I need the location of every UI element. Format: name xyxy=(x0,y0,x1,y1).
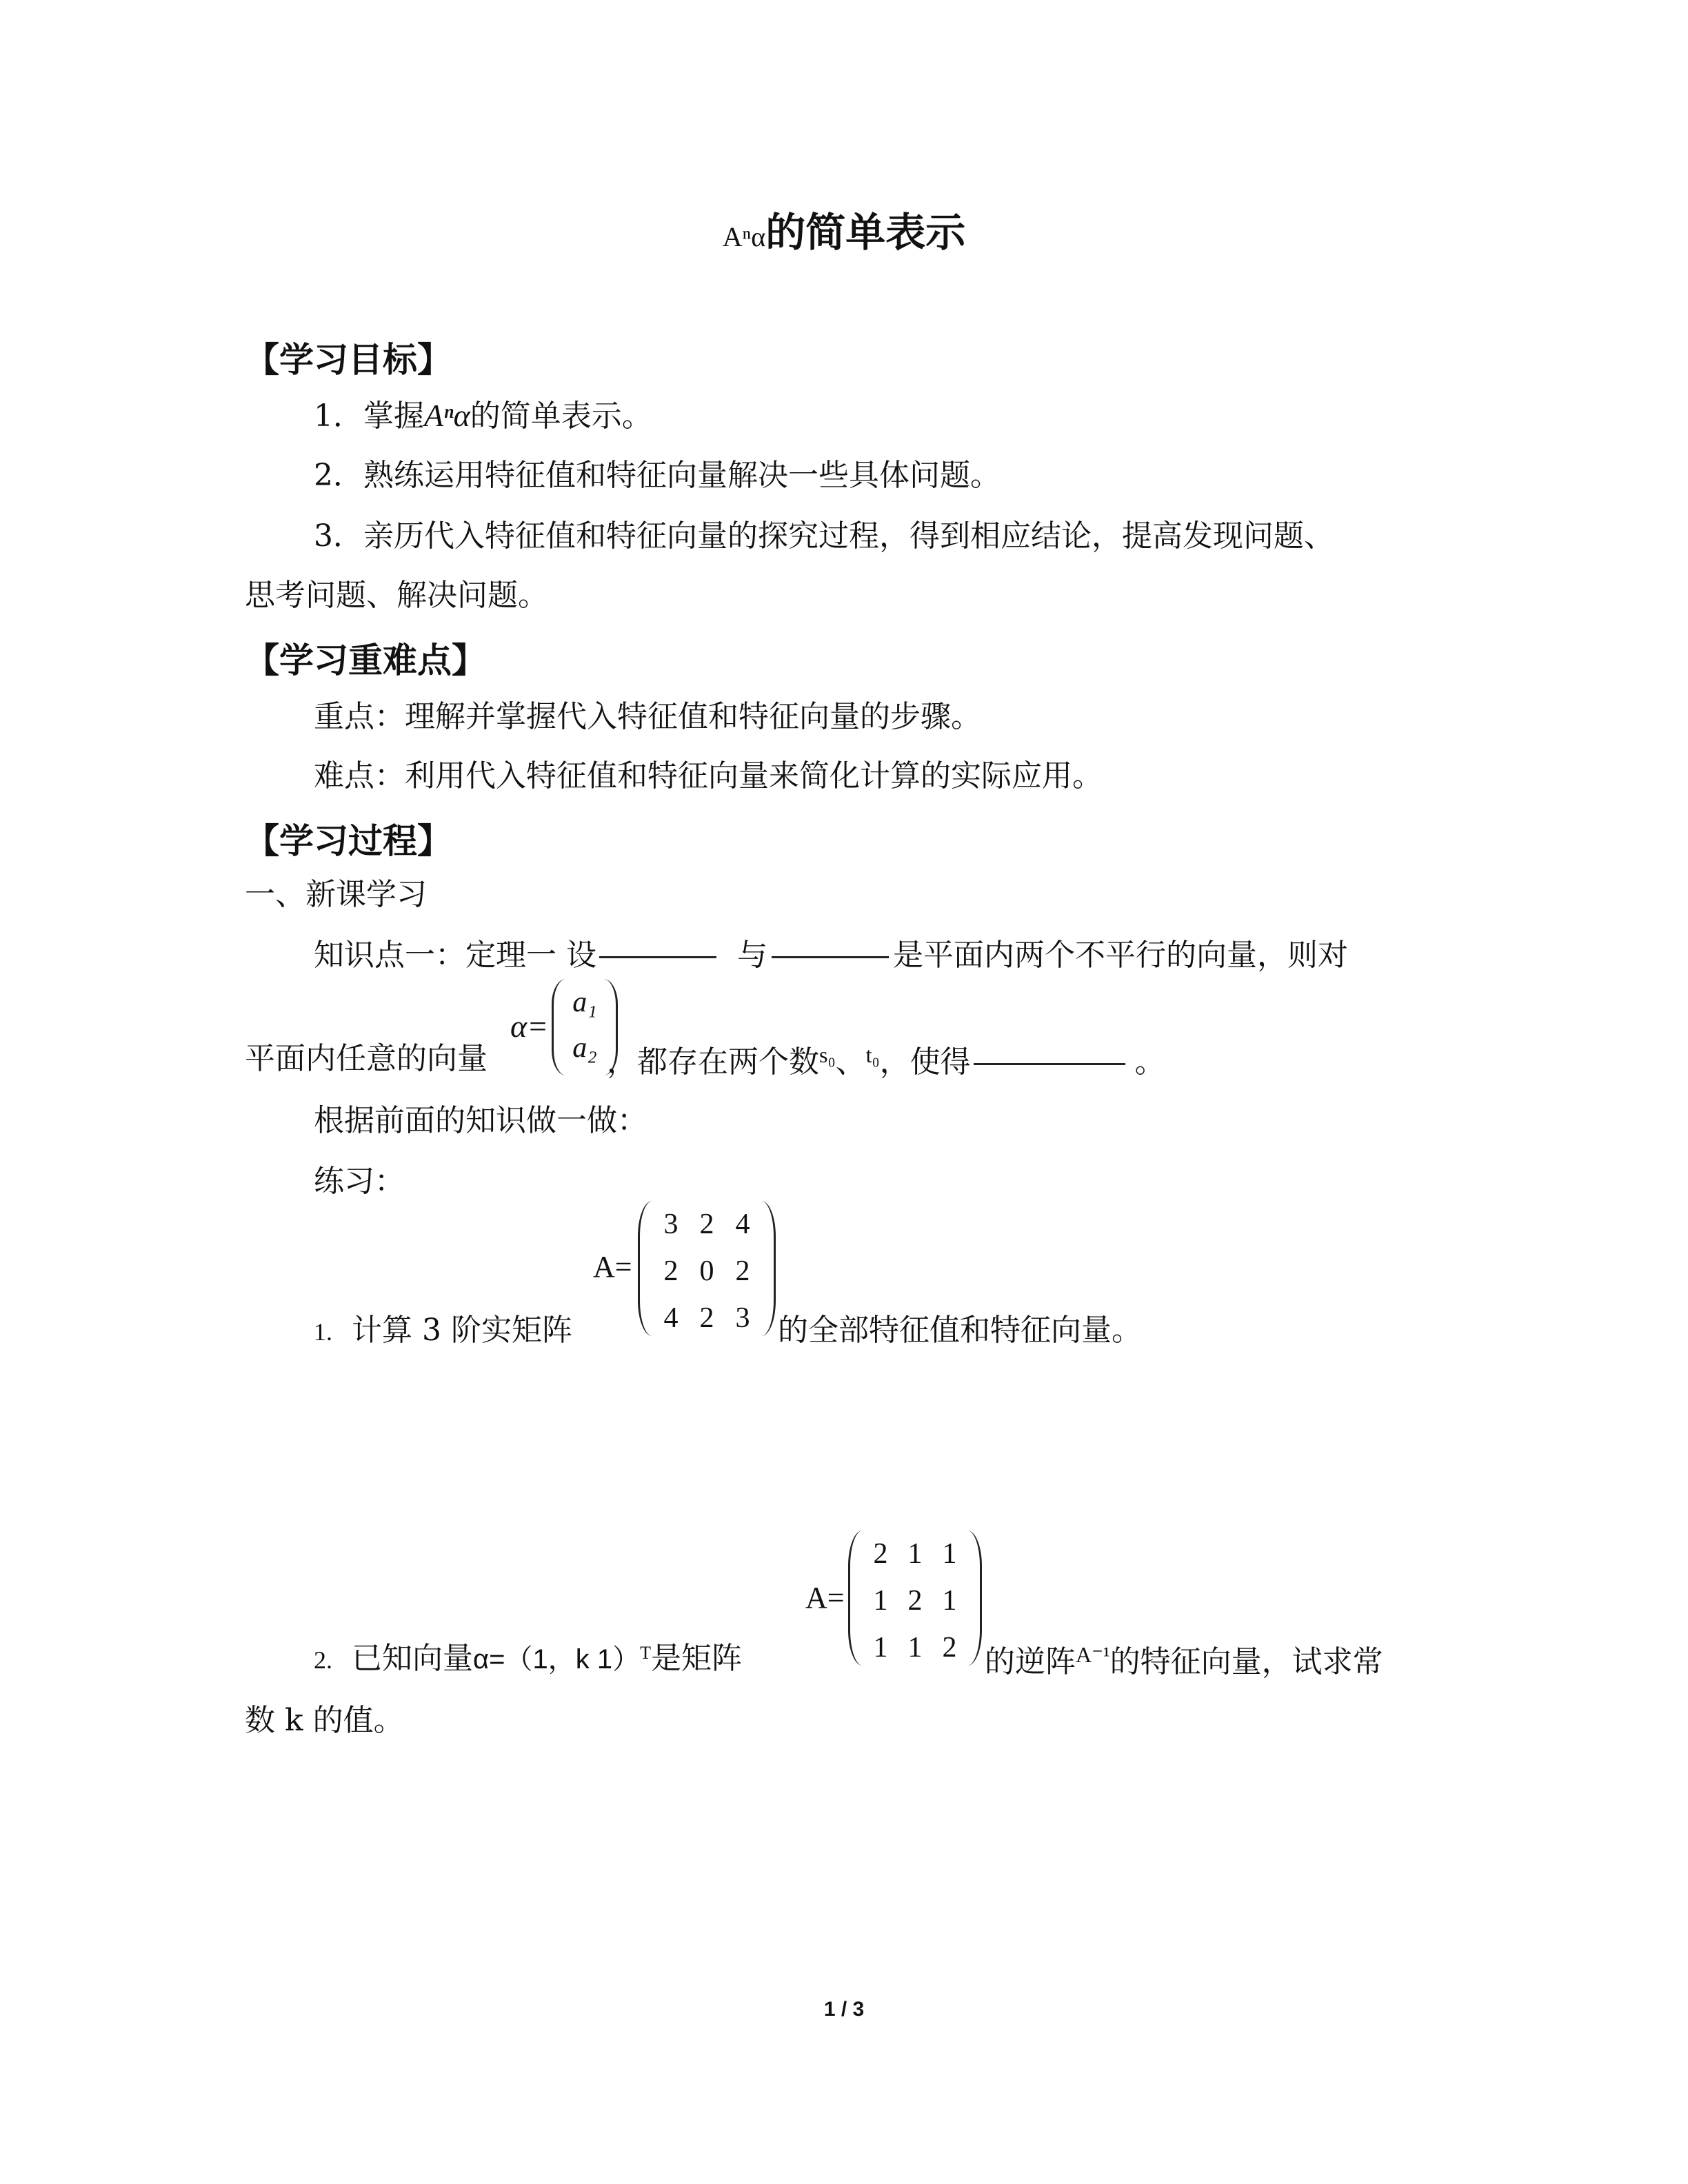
kp1-pre: 知识点一：定理一 设 xyxy=(314,938,596,973)
goal-item-3-line2: 思考问题、解决问题。 xyxy=(245,578,548,613)
ex2-transpose: T xyxy=(640,1643,651,1663)
kp1-end: 。 xyxy=(1134,1044,1165,1080)
matrix-cell: 4 xyxy=(735,1209,750,1240)
vector-entry: a₂ xyxy=(572,1032,597,1064)
process-heading: 【学习过程】 xyxy=(245,821,452,861)
exercise-1 xyxy=(314,1315,572,1346)
matrix-cell: 1 xyxy=(907,1538,923,1570)
title-text: 的简单表示 xyxy=(765,209,966,256)
kp1-line2-pre: 平面内任意的向量 xyxy=(245,1041,488,1076)
goal-item-3-line1: 3．亲历代入特征值和特征向量的探究过程，得到相应结论，提高发现问题、 xyxy=(314,518,1334,554)
right-paren xyxy=(761,1201,776,1336)
knowledge-point-1-line1 xyxy=(314,940,1348,971)
kp1-blank-1[interactable] xyxy=(599,956,716,958)
exercise-2-line2: 数 k 的值。 xyxy=(245,1703,404,1738)
matrix-cell: 1 xyxy=(873,1585,888,1617)
s0-symbol: s₀ xyxy=(819,1042,836,1067)
t0-symbol: t₀ xyxy=(865,1042,880,1067)
goal-1-post: 的简单表示。 xyxy=(470,398,652,434)
matrix-cell: 3 xyxy=(735,1302,750,1334)
do-it-prompt: 根据前面的知识做一做： xyxy=(314,1103,647,1138)
kp1-line2-mid: ，都存在两个数 xyxy=(607,1044,819,1080)
ex1-matrix-label: A= xyxy=(593,1250,632,1284)
practice-label: 练习： xyxy=(314,1164,405,1199)
exercise-2-line1 xyxy=(314,1641,742,1676)
matrix-cell: 2 xyxy=(735,1255,750,1287)
matrix-cell: 2 xyxy=(663,1255,679,1287)
matrix-3x3-ex1 xyxy=(638,1201,776,1336)
ex2-num: 2. xyxy=(314,1646,332,1674)
matrix-cell: 2 xyxy=(699,1209,714,1240)
left-paren xyxy=(552,979,566,1075)
ex1-num: 1. xyxy=(314,1318,332,1346)
left-paren xyxy=(848,1530,863,1666)
goal-1-pre: 掌握 xyxy=(363,398,424,434)
matrix-cell: 0 xyxy=(699,1255,714,1287)
ex2-post-a: 的逆阵 xyxy=(985,1644,1076,1679)
matrix-cell: 4 xyxy=(663,1302,679,1334)
kp1-line2-post: ，使得 xyxy=(879,1044,971,1080)
kp1-blank-2[interactable] xyxy=(772,956,889,958)
goal-1-num: 1． xyxy=(314,398,363,434)
vector-entry: a₁ xyxy=(572,987,597,1018)
matrix-cell: 2 xyxy=(873,1538,888,1570)
goal-1-math: Aⁿα xyxy=(424,398,470,433)
key-point: 重点：理解并掌握代入特征值和特征向量的步骤。 xyxy=(314,699,981,734)
ex2-inverse: A⁻¹ xyxy=(1076,1642,1110,1667)
matrix-cell: 2 xyxy=(942,1632,957,1664)
goals-heading: 【学习目标】 xyxy=(245,340,452,380)
left-paren xyxy=(638,1201,652,1336)
kp1-mid: 与 xyxy=(737,938,767,973)
knowledge-point-1-line2 xyxy=(607,1044,1165,1078)
ex2-matrix-label: A= xyxy=(805,1581,845,1615)
right-paren xyxy=(967,1530,982,1666)
kp1-post: 是平面内两个不平行的向量，则对 xyxy=(893,938,1348,973)
page-title xyxy=(0,200,1688,258)
matrix-cell: 1 xyxy=(873,1632,888,1664)
difficult-point: 难点：利用代入特征值和特征向量来简化计算的实际应用。 xyxy=(314,758,1103,793)
exercise-2-line1-tail xyxy=(985,1644,1383,1677)
goal-item-2: 2．熟练运用特征值和特征向量解决一些具体问题。 xyxy=(314,458,1001,493)
ex2-pre: 已知向量 xyxy=(352,1641,473,1676)
keypoints-heading: 【学习重难点】 xyxy=(245,640,486,680)
matrix-cell: 3 xyxy=(663,1209,679,1240)
matrix-cell: 2 xyxy=(907,1585,923,1617)
kp1-sep: 、 xyxy=(835,1044,866,1080)
kp1-blank-3[interactable] xyxy=(974,1063,1125,1065)
goal-item-1 xyxy=(314,400,652,432)
ex2-vector: α=（1，k 1） xyxy=(473,1644,641,1675)
part-1-title: 一、新课学习 xyxy=(245,877,427,912)
page-number: 1 / 3 xyxy=(823,1998,865,2021)
kp1-alpha: α= xyxy=(510,1009,549,1044)
title-math: Aⁿα xyxy=(722,221,766,252)
ex1-post: 的全部特征值和特征向量。 xyxy=(778,1313,1142,1348)
ex2-post-b: 的特征向量，试求常 xyxy=(1109,1644,1383,1679)
ex1-pre: 计算 3 阶实矩阵 xyxy=(352,1313,572,1348)
matrix-cell: 2 xyxy=(699,1302,714,1334)
ex2-mid: 是矩阵 xyxy=(650,1641,742,1676)
matrix-3x3-ex2 xyxy=(848,1530,982,1666)
matrix-cell: 1 xyxy=(942,1538,957,1570)
matrix-cell: 1 xyxy=(942,1585,957,1617)
matrix-cell: 1 xyxy=(907,1632,923,1664)
